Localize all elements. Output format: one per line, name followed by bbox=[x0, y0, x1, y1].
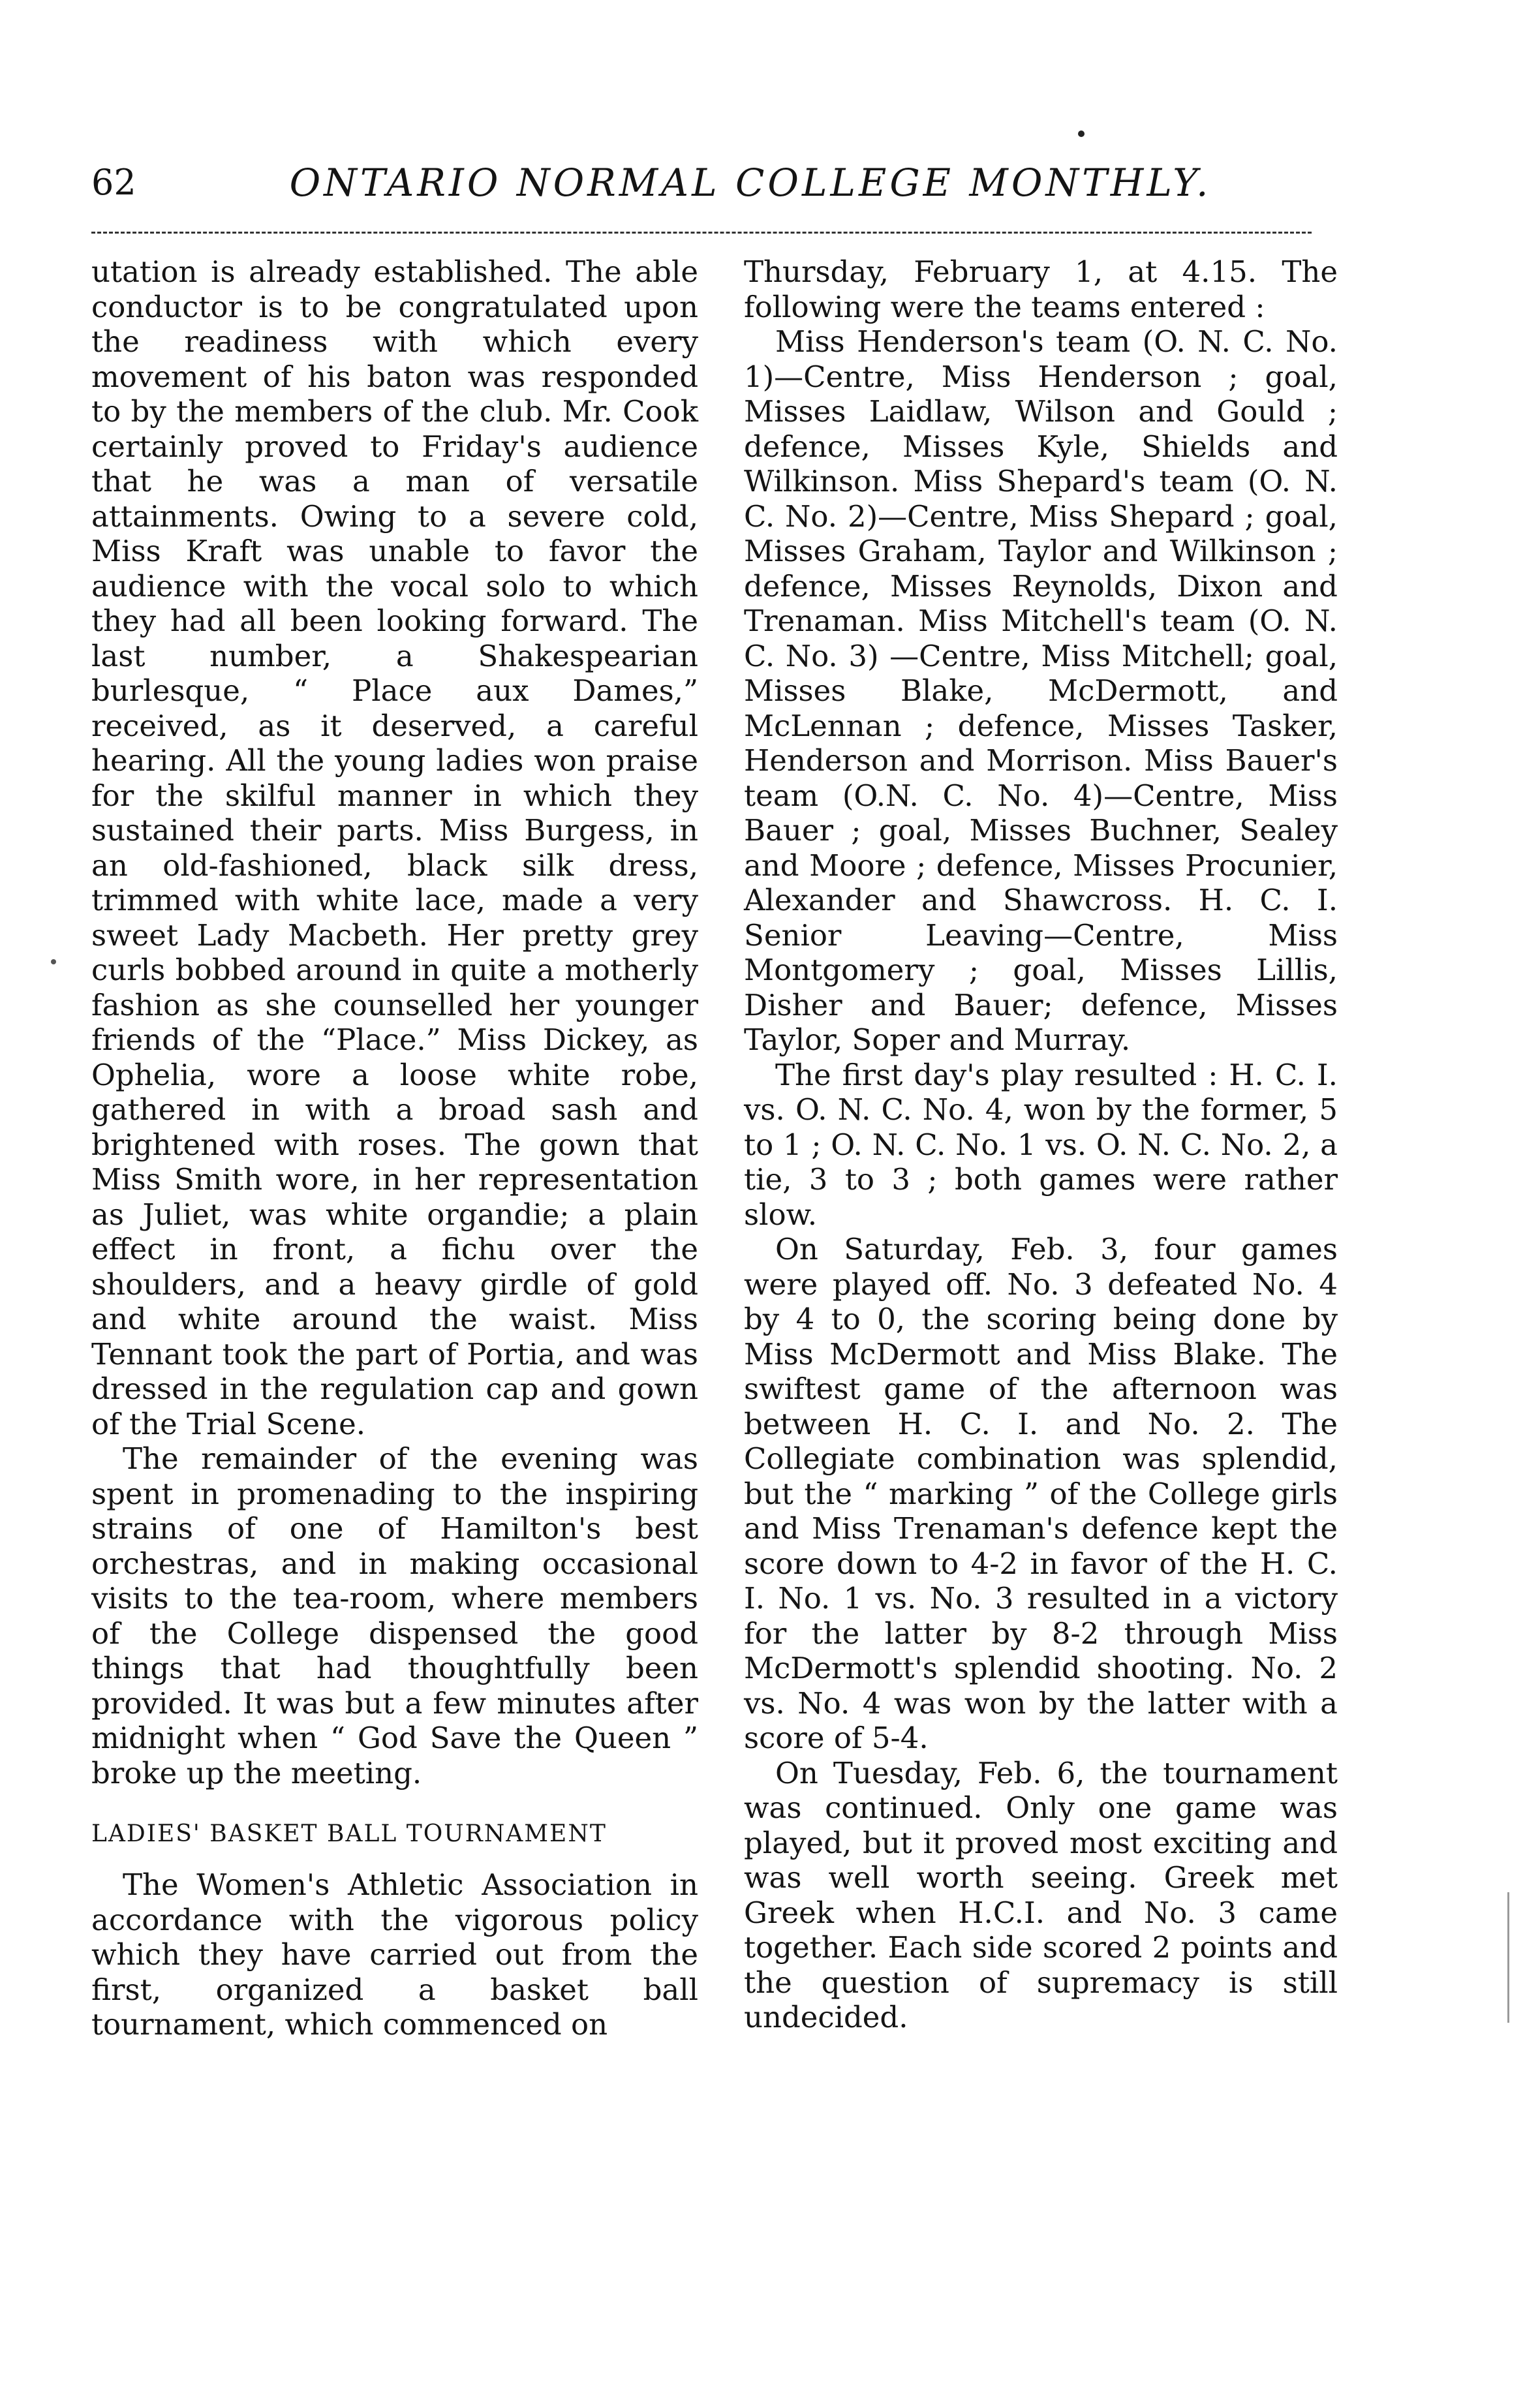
print-speck bbox=[51, 959, 56, 964]
left-column bbox=[91, 254, 698, 2042]
running-title: ONTARIO NORMAL COLLEGE MONTHLY. bbox=[289, 161, 1212, 205]
paragraph: On Saturday, Feb. 3, four games were played off. No. 3 defeated No. 4 by 4 to 0, the scoring being done by Miss McDermott and Miss Blake. The swiftest game of the afternoon was between H. C. I. and No. 2. The Collegiate combination was splendid, but the “ marking ” of the College girls and Miss Trenaman's defence kept the score down to 4-2 in favor of the H. C. I. No. 1 vs. No. 3 resulted in a victory for the latter by 8-2 through Miss McDermott's splendid shooting. No. 2 vs. No. 4 was won by the latter with a score of 5-4. bbox=[744, 1232, 1338, 1755]
page-number: 62 bbox=[91, 162, 136, 203]
section-heading: LADIES' BASKET BALL TOURNAMENT bbox=[91, 1820, 607, 1847]
paragraph: The first day's play resulted : H. C. I. vs. O. N. C. No. 4, won by the former, 5 to 1 ; O. N. C. No. 1 vs. O. N. C. No. 2, a tie, 3 to 3 ; both games were rather slow. bbox=[744, 1057, 1338, 1232]
print-speck bbox=[1078, 130, 1085, 137]
page-header bbox=[91, 160, 1312, 212]
paragraph: The Women's Athletic Association in accordance with the vigorous policy which they have carried out from the first, organized a basket ball tournament, which commenced on bbox=[91, 1867, 698, 2042]
paragraph: On Tuesday, Feb. 6, the tournament was continued. Only one game was played, but it proved most exciting and was well worth seeing. Greek met Greek when H.C.I. and No. 3 came together. Each side scored 2 points and the question of supremacy is still undecided. bbox=[744, 1755, 1338, 2034]
right-column bbox=[744, 254, 1338, 2035]
paragraph: utation is already established. The able conductor is to be congratulated upon the readiness with which every movement of his baton was responded to by the members of the club. Mr. Cook certainly proved to Friday's audience that he was a man of versatile attainments. Owing to a severe cold, Miss Kraft was unable to favor the audience with the vocal solo to which they had all been looking forward. The last number, a Shakespearian burlesque, “ Place aux Dames,” received, as it deserved, a careful hearing. All the young ladies won praise for the skilful manner in which they sustained their parts. Miss Burgess, in an old-fashioned, black silk dress, trimmed with white lace, made a very sweet Lady Macbeth. Her pretty grey curls bobbed around in quite a motherly fashion as she counselled her younger friends of the “Place.” Miss Dickey, as Ophelia, wore a loose white robe, gathered in with a broad sash and brightened with roses. The gown that Miss Smith wore, in her representation as Juliet, was white organdie; a plain effect in front, a fichu over the shoulders, and a heavy girdle of gold and white around the waist. Miss Tennant took the part of Portia, and was dressed in the regulation cap and gown of the Trial Scene. bbox=[91, 254, 698, 1441]
paragraph: Miss Henderson's team (O. N. C. No. 1)—Centre, Miss Henderson ; goal, Misses Laidlaw, Wilson and Gould ; defence, Misses Kyle, Shields and Wilkinson. Miss Shepard's team (O. N. C. No. 2)—Centre, Miss Shepard ; goal, Misses Graham, Taylor and Wilkinson ; defence, Misses Reynolds, Dixon and Trenaman. Miss Mitchell's team (O. N. C. No. 3) —Centre, Miss Mitchell; goal, Misses Blake, McDermott, and McLennan ; defence, Misses Tasker, Henderson and Morrison. Miss Bauer's team (O.N. C. No. 4)—Centre, Miss Bauer ; goal, Misses Buchner, Sealey and Moore ; defence, Misses Procunier, Alexander and Shawcross. H. C. I. Senior Leaving—Centre, Miss Montgomery ; goal, Misses Lillis, Disher and Bauer; defence, Misses Taylor, Soper and Murray. bbox=[744, 324, 1338, 1057]
header-rule bbox=[91, 232, 1312, 234]
paragraph: The remainder of the evening was spent in promenading to the inspiring strains of one of Hamilton's best orchestras, and in making occasional visits to the tea-room, where members of the College dispensed the good things that had thoughtfully been provided. It was but a few minutes after midnight when “ God Save the Queen ” broke up the meeting. bbox=[91, 1441, 698, 1790]
page-edge-mark bbox=[1507, 1892, 1509, 2023]
paragraph: Thursday, February 1, at 4.15. The following were the teams entered : bbox=[744, 254, 1338, 324]
